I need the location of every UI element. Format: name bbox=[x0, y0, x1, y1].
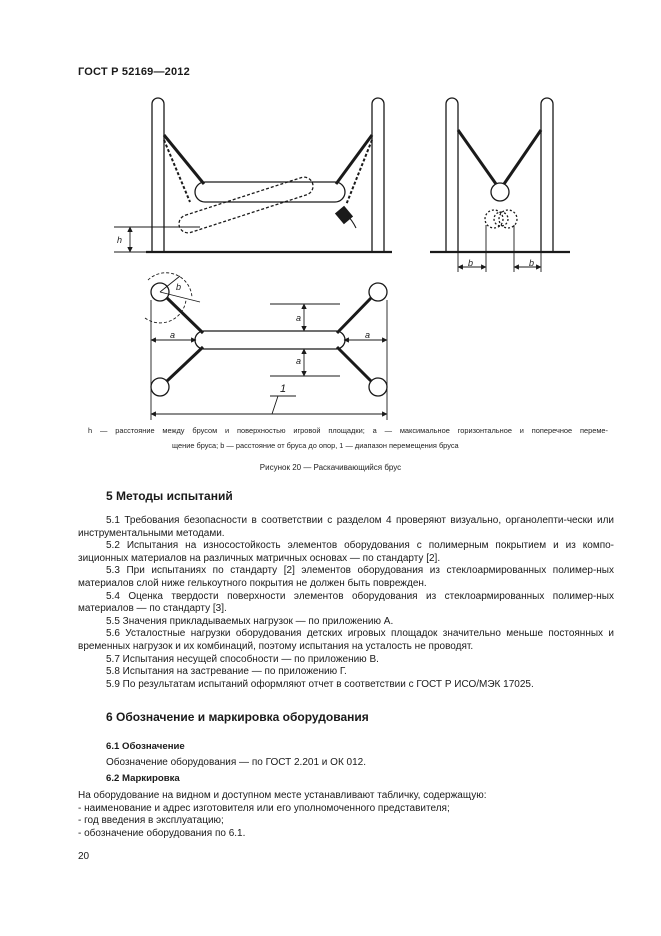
plan-view bbox=[145, 273, 387, 420]
paragraph-5-2: 5.2 Испытания на износостойкость элементов оборудования с полимерным покрытием и из компо-зиционных материалов на различных матричных основах — по стандарту [2]. bbox=[78, 540, 614, 564]
subsection-6-2-heading: 6.2 Маркировка bbox=[106, 773, 180, 784]
document-header: ГОСТ Р 52169—2012 bbox=[78, 66, 190, 78]
label-b-plan: b bbox=[176, 282, 182, 292]
paragraph-5-7: 5.7 Испытания несущей способности — по приложению В. bbox=[106, 653, 379, 665]
side-view bbox=[114, 98, 392, 252]
label-1: 1 bbox=[280, 383, 287, 395]
section-5-heading: 5 Методы испытаний bbox=[106, 489, 233, 503]
paragraph-5-4: 5.4 Оценка твердости поверхности элементов оборудования из стеклоармированных полимер-ных материалов — по стандарту [3]. bbox=[78, 590, 614, 615]
legend-line-1: h — расстояние между брусом и поверхностью игровой площадки; a — максимальное горизонтальное и поперечное переме- bbox=[88, 426, 608, 435]
subsection-6-2-body bbox=[78, 790, 614, 840]
label-h: h bbox=[117, 235, 123, 245]
label-b-left: b bbox=[468, 258, 474, 268]
paragraph-5-3: 5.3 При испытаниях по стандарту [2] элементов оборудования из стеклоармированных полимер-ных материалов слой ниже гелькоутного покрытия не должен быть поврежден. bbox=[78, 565, 614, 589]
label-a-bottom: a bbox=[296, 356, 302, 366]
section-6-heading: 6 Обозначение и маркировка оборудования bbox=[106, 710, 369, 724]
marking-item-2: - год введения в эксплуатацию; bbox=[78, 815, 224, 827]
marking-item-1: - наименование и адрес изготовителя или его уполномоченного представителя; bbox=[78, 802, 450, 814]
paragraph-5-9: 5.9 По результатам испытаний оформляют отчет в соответствии с ГОСТ Р ИСО/МЭК 17025. bbox=[106, 678, 534, 690]
label-a-left: a bbox=[170, 330, 176, 340]
range-label-1 bbox=[335, 206, 353, 224]
marking-intro: На оборудование на видном и доступном месте устанавливают табличку, содержащую: bbox=[78, 790, 487, 801]
figure-swinging-beam bbox=[0, 0, 661, 425]
page-number: 20 bbox=[78, 851, 90, 862]
paragraph-5-8: 5.8 Испытания на застревание — по приложению Г. bbox=[106, 666, 347, 678]
paragraph-5-1: 5.1 Требования безопасности в соответствии с разделом 4 проверяют визуально, органолепти-чески или инструментальными методами. bbox=[78, 515, 614, 539]
designation-text: Обозначение оборудования — по ГОСТ 2.201 и ОК 012. bbox=[106, 757, 367, 768]
figure-legend bbox=[88, 423, 608, 453]
marking-item-3: - обозначение оборудования по 6.1. bbox=[78, 827, 246, 839]
figure-caption: Рисунок 20 — Раскачивающийся брус bbox=[259, 463, 402, 472]
paragraph-5-6: 5.6 Усталостные нагрузки оборудования детских игровых площадок значительно меньше постоянных и временных нагрузок и их комбинаций, поэтому испытания на усталость не проводят. bbox=[78, 628, 614, 652]
section-5-body bbox=[78, 515, 614, 691]
label-a-right: a bbox=[365, 330, 371, 340]
subsection-6-1-heading: 6.1 Обозначение bbox=[106, 741, 185, 752]
label-a-top: a bbox=[296, 313, 302, 323]
paragraph-5-5: 5.5 Значения прикладываемых нагрузок — по приложению А. bbox=[106, 615, 394, 627]
subsection-6-1-body bbox=[78, 757, 614, 770]
end-view bbox=[430, 98, 570, 272]
label-b-right: b bbox=[529, 258, 535, 268]
legend-line-2: щение бруса; b — расстояние от бруса до опор, 1 — диапазон перемещения бруса bbox=[172, 441, 459, 450]
